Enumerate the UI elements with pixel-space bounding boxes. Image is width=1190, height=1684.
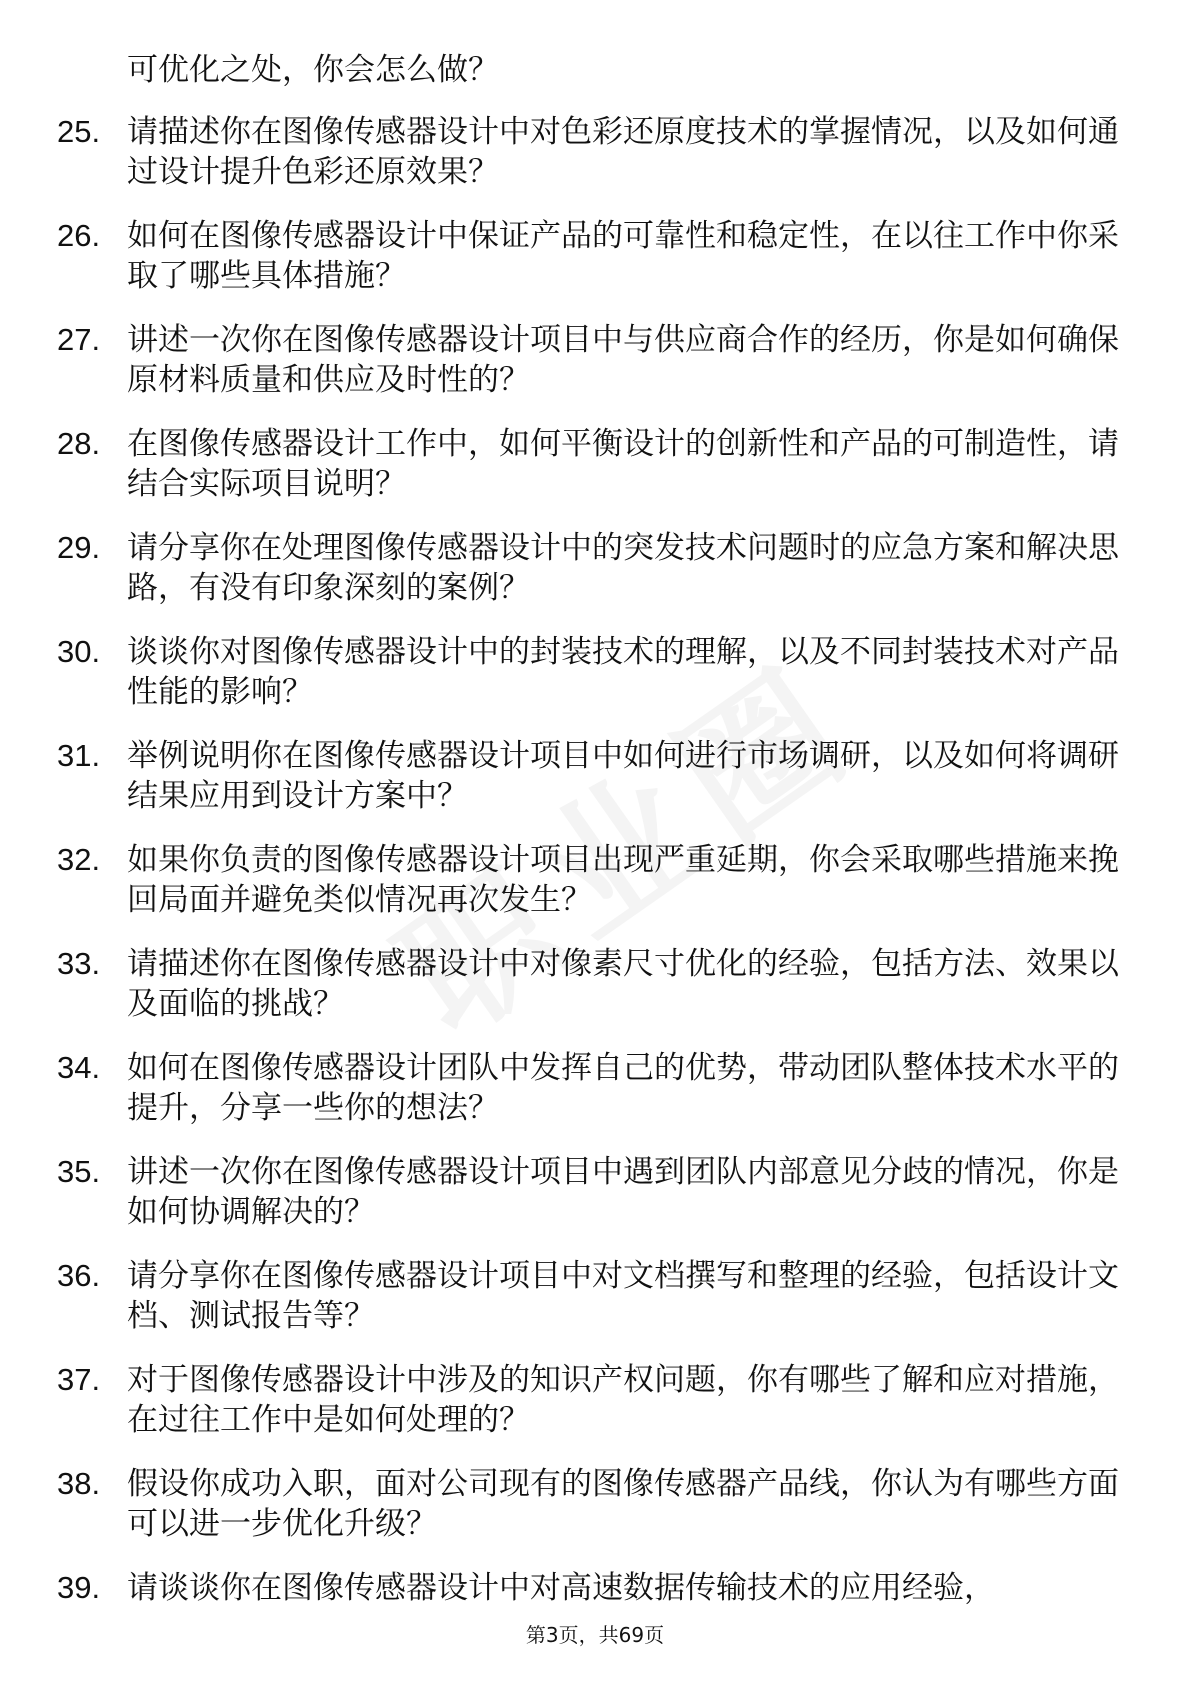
question-text: 如果你负责的图像传感器设计项目出现严重延期，你会采取哪些措施来挽回局面并避免类似情况再次发生？ <box>127 842 1119 918</box>
question-text: 如何在图像传感器设计团队中发挥自己的优势，带动团队整体技术水平的提升，分享一些你的想法？ <box>127 1050 1119 1126</box>
question-number: 38. <box>57 1466 101 1501</box>
question-text: 请谈谈你在图像传感器设计中对高速数据传输技术的应用经验， <box>127 1570 995 1606</box>
question-number: 29. <box>57 530 101 565</box>
question-number: 33. <box>57 946 101 981</box>
list-item <box>0 112 1190 216</box>
question-text: 请描述你在图像传感器设计中对像素尺寸优化的经验，包括方法、效果以及面临的挑战？ <box>127 946 1119 1022</box>
list-item <box>0 424 1190 528</box>
list-item <box>0 632 1190 736</box>
list-item <box>0 1360 1190 1464</box>
list-item <box>0 1048 1190 1152</box>
question-list <box>0 112 1190 1672</box>
question-number: 26. <box>57 218 101 253</box>
list-item <box>0 528 1190 632</box>
question-text: 假设你成功入职，面对公司现有的图像传感器产品线，你认为有哪些方面可以进一步优化升级？ <box>127 1466 1119 1542</box>
question-number: 32. <box>57 842 101 877</box>
list-item <box>0 1568 1190 1672</box>
question-number: 34. <box>57 1050 101 1085</box>
question-text: 如何在图像传感器设计中保证产品的可靠性和稳定性，在以往工作中你采取了哪些具体措施？ <box>127 218 1119 294</box>
question-text: 请描述你在图像传感器设计中对色彩还原度技术的掌握情况，以及如何通过设计提升色彩还原效果？ <box>127 114 1119 190</box>
list-item <box>0 944 1190 1048</box>
question-number: 36. <box>57 1258 101 1293</box>
question-number: 35. <box>57 1154 101 1189</box>
question-number: 31. <box>57 738 101 773</box>
question-number: 30. <box>57 634 101 669</box>
list-item <box>0 320 1190 424</box>
question-text: 讲述一次你在图像传感器设计项目中与供应商合作的经历，你是如何确保原材料质量和供应及时性的？ <box>127 322 1119 398</box>
question-text: 请分享你在处理图像传感器设计中的突发技术问题时的应急方案和解决思路，有没有印象深刻的案例？ <box>127 530 1119 606</box>
list-item <box>0 1464 1190 1568</box>
question-number: 25. <box>57 114 101 149</box>
list-item <box>0 840 1190 944</box>
list-item <box>0 736 1190 840</box>
question-text: 举例说明你在图像传感器设计项目中如何进行市场调研，以及如何将调研结果应用到设计方案中？ <box>127 738 1119 814</box>
list-item <box>0 216 1190 320</box>
question-number: 39. <box>57 1570 101 1605</box>
question-text: 对于图像传感器设计中涉及的知识产权问题，你有哪些了解和应对措施，在过往工作中是如何处理的？ <box>127 1362 1119 1438</box>
list-item <box>0 1152 1190 1256</box>
list-item <box>0 1256 1190 1360</box>
question-text: 讲述一次你在图像传感器设计项目中遇到团队内部意见分歧的情况，你是如何协调解决的？ <box>127 1154 1119 1230</box>
question-text: 谈谈你对图像传感器设计中的封装技术的理解，以及不同封装技术对产品性能的影响？ <box>127 634 1119 710</box>
page-footer: 第3页，共69页 <box>525 1623 665 1647</box>
question-text: 请分享你在图像传感器设计项目中对文档撰写和整理的经验，包括设计文档、测试报告等？ <box>127 1258 1119 1334</box>
question-number: 28. <box>57 426 101 461</box>
question-text: 在图像传感器设计工作中，如何平衡设计的创新性和产品的可制造性，请结合实际项目说明？ <box>127 426 1119 502</box>
continued-question-text: 可优化之处，你会怎么做？ <box>127 52 499 88</box>
question-number: 37. <box>57 1362 101 1397</box>
question-number: 27. <box>57 322 101 357</box>
